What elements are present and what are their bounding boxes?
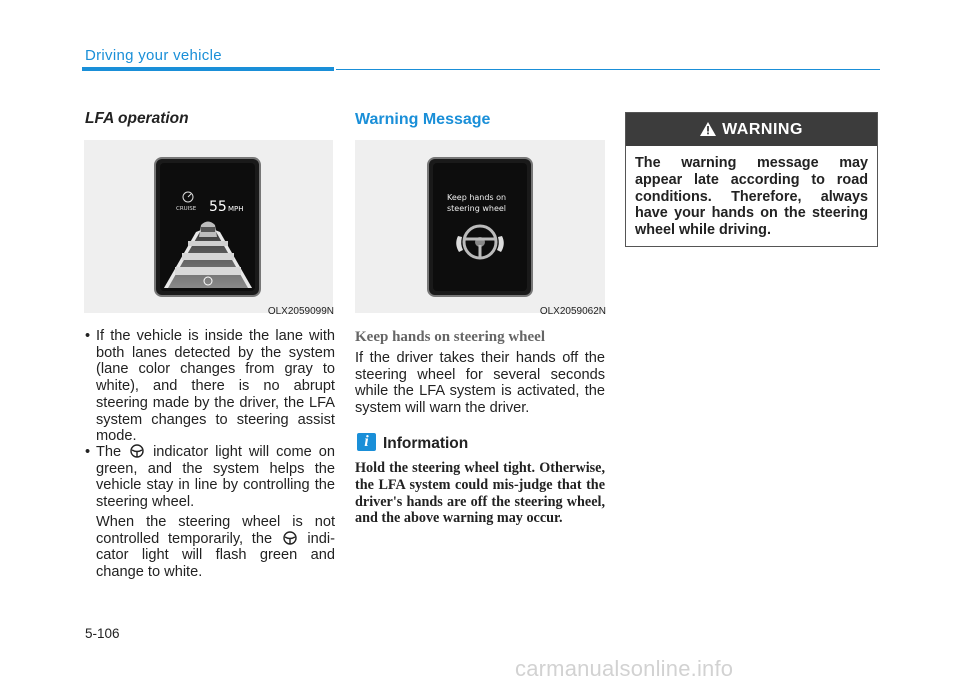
- header-rule-thin: [336, 69, 880, 70]
- warning-text: The warning message may appear late according to road conditions. Therefore, always have your hands on the steering wheel while driving.: [635, 155, 868, 239]
- warning-screen-figure: [355, 140, 605, 313]
- warning-label: WARNING: [722, 121, 803, 138]
- info-icon: i: [357, 433, 376, 451]
- bullet-2-before: The: [96, 444, 122, 460]
- page-number: 5-106: [85, 626, 120, 641]
- bullet-dot: •: [85, 328, 91, 344]
- screen-text-line-2: steering wheel: [447, 204, 507, 213]
- warning-box: [625, 112, 878, 247]
- information-body: Hold the steering wheel tight. Otherwise, the LFA system could mis-judge that the driver's hands are off the steering wheel, and the above warning may occur.: [355, 460, 605, 527]
- keep-hands-subheading: Keep hands on steering wheel: [355, 329, 546, 345]
- figure-code-1: OLX2059099N: [267, 306, 334, 317]
- cluster-illustration: [84, 140, 333, 313]
- screen-text-line-1: Keep hands on: [447, 193, 507, 202]
- cruise-label: CRUISE: [176, 206, 197, 212]
- header-rule-thick: [82, 67, 334, 71]
- speed-value: 55: [209, 199, 227, 215]
- bullet-2: [85, 444, 335, 511]
- cluster-figure: [84, 140, 333, 313]
- warning-header-row: [626, 113, 877, 146]
- warning-message-heading: Warning Message: [355, 111, 491, 128]
- keep-hands-body: If the driver takes their hands off the steering wheel for several seconds while the LFA system is activated, the system will warn the driver.: [355, 350, 605, 417]
- bullet-1: [85, 328, 335, 445]
- figure-code-2: OLX2059062N: [539, 306, 606, 317]
- information-title: Information: [383, 435, 469, 452]
- lfa-flash-paragraph: [96, 514, 335, 581]
- lfa-steering-icon: [130, 444, 144, 458]
- section-title: Driving your vehicle: [85, 47, 222, 64]
- para-after: indi-cator light will flash green and change to white.: [96, 530, 335, 581]
- speed-unit: MPH: [228, 205, 244, 213]
- bullet-1-text: If the vehicle is inside the lane with both lanes detected by the system (lane color changes from gray to white), and there is no abrupt steering made by the driver, the LFA system changes to steering assist mode.: [96, 328, 335, 445]
- watermark: carmanualsonline.info: [515, 656, 734, 681]
- para-before: When the steering wheel is not controlled temporarily, the: [96, 514, 335, 547]
- lfa-steering-icon: [283, 531, 297, 545]
- bullet-2-after: indicator light will come on green, and the system helps the vehicle stay in line by controlling the steering wheel.: [96, 444, 335, 511]
- warning-screen-illustration: [355, 140, 605, 313]
- bullet-dot: •: [85, 444, 91, 460]
- lfa-operation-heading: LFA operation: [85, 110, 189, 127]
- warning-triangle-icon: [700, 122, 716, 136]
